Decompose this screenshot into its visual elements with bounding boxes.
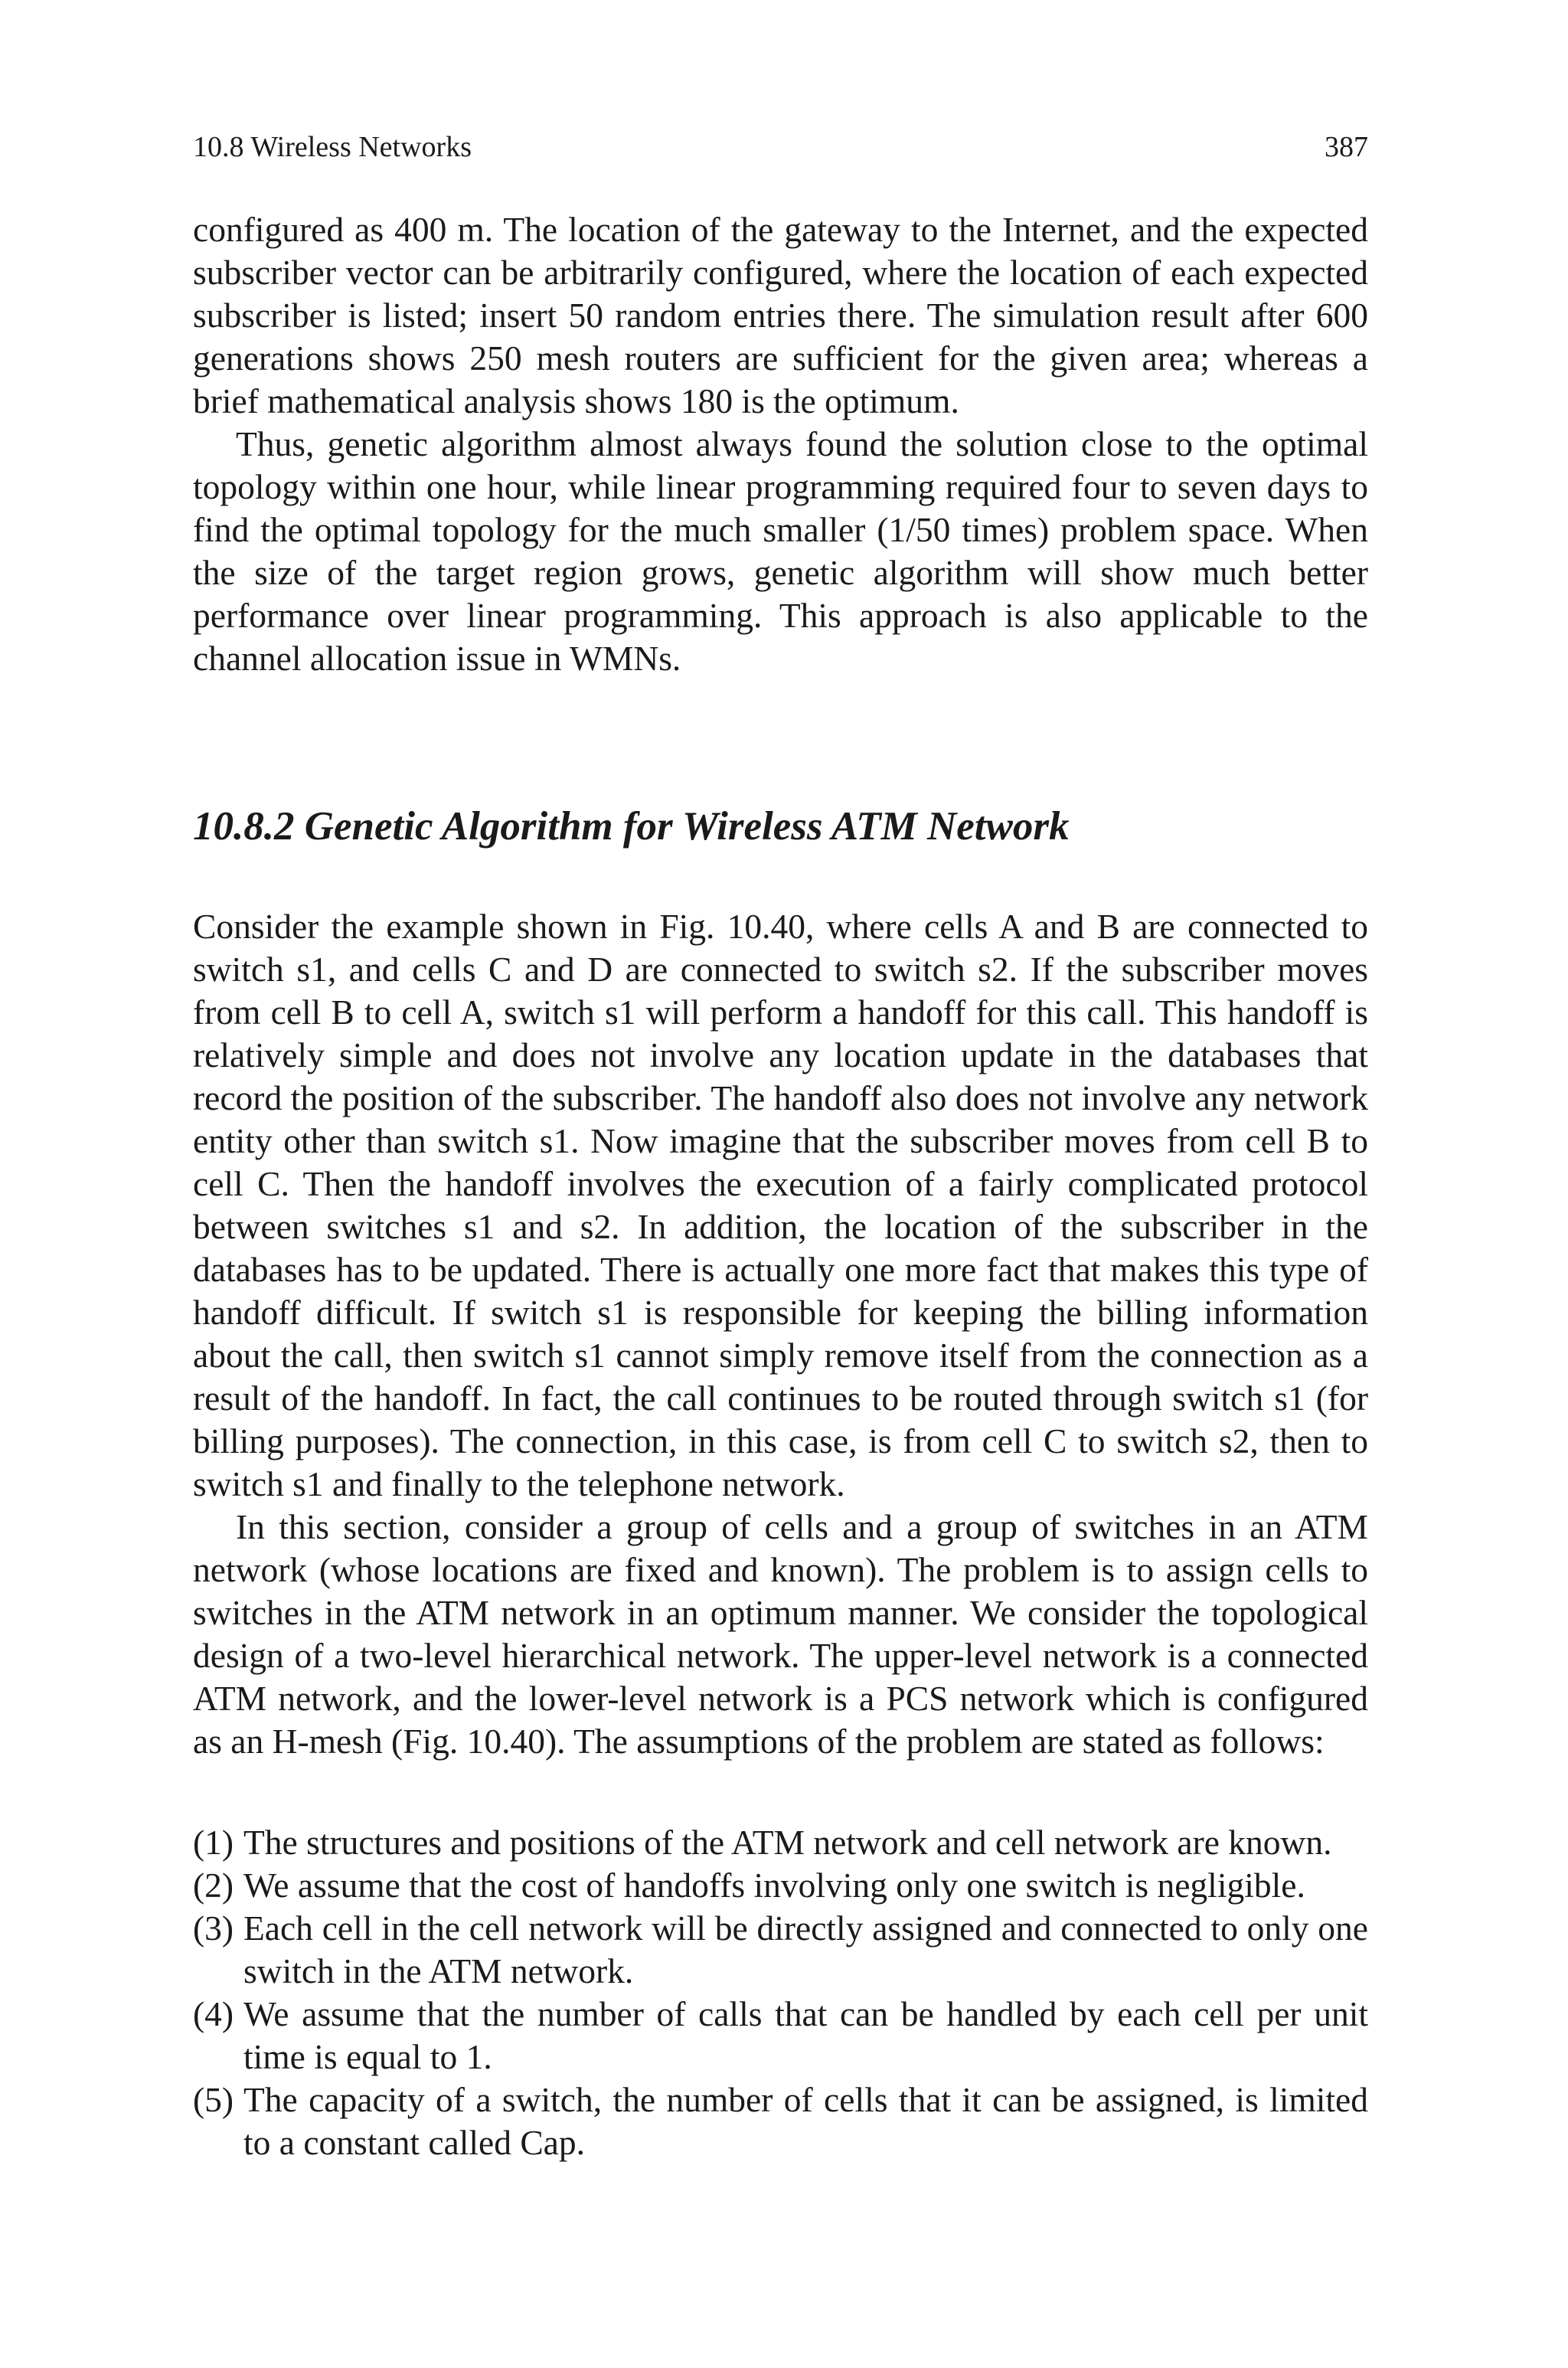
intro-text bbox=[193, 208, 1368, 680]
list-item-number: (3) bbox=[193, 1908, 234, 1948]
list-item-text: The structures and positions of the ATM network and cell network are known. bbox=[243, 1823, 1332, 1862]
paragraph: Thus, genetic algorithm almost always found the solution close to the optimal topology within one hour, while linear programming required four to seven days to find the optimal topology for the much smaller (1/50 times) problem space. When the size of the target region grows, genetic algorithm will show much better performance over linear programming. This approach is also applicable to the channel allocation issue in WMNs. bbox=[193, 424, 1368, 678]
assumptions-list bbox=[193, 1821, 1368, 2164]
section-text bbox=[193, 905, 1368, 1763]
list-item-number: (4) bbox=[193, 1994, 234, 2033]
list-item-text: We assume that the cost of handoffs involving only one switch is negligible. bbox=[243, 1866, 1305, 1905]
paragraph: configured as 400 m. The location of the gateway to the Internet, and the expected subscriber vector can be arbitrarily configured, where the location of each expected subscriber is listed; insert 50 random entries there. The simulation result after 600 generations shows 250 mesh routers are sufficient for the given area; whereas a brief mathematical analysis shows 180 is the optimum. bbox=[193, 210, 1368, 420]
paragraph: In this section, consider a group of cells and a group of switches in an ATM network (whose locations are fixed and known). The problem is to assign cells to switches in the ATM network in an optimum manner. We consider the topological design of a two-level hierarchical network. The upper-level network is a connected ATM network, and the lower-level network is a PCS network which is configured as an H-mesh (Fig. 10.40). The assumptions of the problem are stated as follows: bbox=[193, 1507, 1368, 1761]
list-item-number: (1) bbox=[193, 1823, 234, 1862]
running-head bbox=[193, 127, 1368, 167]
list-item bbox=[193, 2079, 1368, 2164]
page-number: 387 bbox=[1325, 131, 1368, 163]
list-item-text: The capacity of a switch, the number of cells that it can be assigned, is limited to a constant called Cap. bbox=[243, 2080, 1368, 2162]
list-item-text: Each cell in the cell network will be directly assigned and connected to only one switch in the ATM network. bbox=[243, 1908, 1368, 1990]
list-item-text: We assume that the number of calls that can be handled by each cell per unit time is equal to 1. bbox=[243, 1994, 1368, 2076]
list-item bbox=[193, 1993, 1368, 2079]
list-item bbox=[193, 1821, 1368, 1864]
paragraph: Consider the example shown in Fig. 10.40, where cells A and B are connected to switch s1, and cells C and D are connected to switch s2. If the subscriber moves from cell B to cell A, switch s1 will perform a handoff for this call. This handoff is relatively simple and does not involve any location update in the databases that record the position of the subscriber. The handoff also does not involve any network entity other than switch s1. Now imagine that the subscriber moves from cell B to cell C. Then the handoff involves the execution of a fairly complicated protocol between switches s1 and s2. In addition, the location of the subscriber in the databases has to be updated. There is actually one more fact that makes this type of handoff difficult. If switch s1 is responsible for keeping the billing information about the call, then switch s1 cannot simply remove itself from the connection as a result of the handoff. In fact, the call continues to be routed through switch s1 (for billing purposes). The connection, in this case, is from cell C to switch s2, then to switch s1 and finally to the telephone network. bbox=[193, 907, 1368, 1503]
list-item-number: (5) bbox=[193, 2080, 234, 2119]
list-item bbox=[193, 1864, 1368, 1907]
running-head-section: 10.8 Wireless Networks bbox=[193, 131, 472, 163]
section-heading: 10.8.2 Genetic Algorithm for Wireless ATM Network bbox=[193, 804, 1070, 849]
list-item bbox=[193, 1907, 1368, 1993]
list-item-number: (2) bbox=[193, 1866, 234, 1905]
